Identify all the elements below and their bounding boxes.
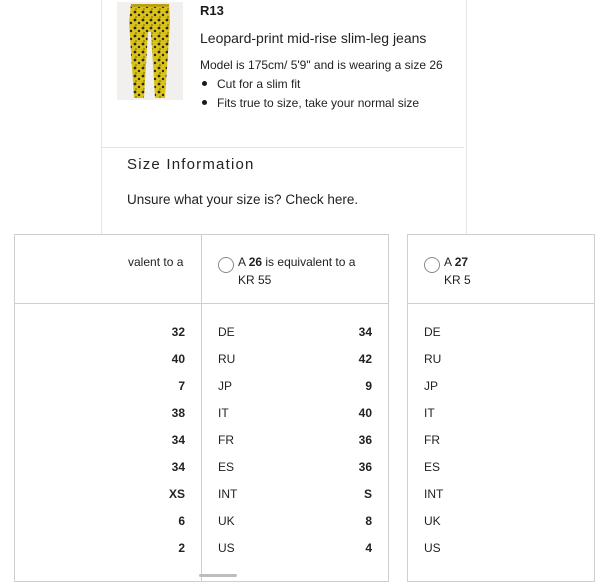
size-row-us	[202, 541, 388, 559]
brand-name[interactable]: R13	[200, 3, 224, 18]
radio-button-icon[interactable]	[424, 257, 440, 273]
size-row	[15, 460, 201, 478]
size-card-header[interactable]	[202, 235, 388, 304]
region-label: FR	[218, 433, 234, 447]
size-row	[408, 487, 594, 505]
size-value: 6	[178, 514, 185, 528]
size-row	[15, 514, 201, 532]
size-value: 4	[365, 541, 372, 555]
region-label: UK	[218, 514, 235, 528]
size-bullet	[200, 96, 419, 110]
horizontal-scrollbar[interactable]	[199, 574, 237, 577]
size-row-fr	[202, 433, 388, 451]
size-value: S	[363, 487, 372, 501]
size-row-jp	[202, 379, 388, 397]
region-label: DE	[218, 325, 235, 339]
size-row-uk	[202, 514, 388, 532]
size-row	[408, 379, 594, 397]
size-row	[408, 325, 594, 343]
size-value: 40	[358, 406, 372, 420]
equiv-prefix: A	[444, 255, 452, 269]
region-label: RU	[218, 352, 236, 366]
size-row	[408, 460, 594, 478]
kr-size: KR 5	[444, 273, 471, 287]
size-row	[408, 514, 594, 532]
size-value: 2	[178, 541, 185, 555]
fit-bullet	[200, 77, 300, 91]
radio-button-icon[interactable]	[218, 257, 234, 273]
size-value: 34	[358, 325, 372, 339]
size-value: 36	[358, 460, 372, 474]
size-row-it	[202, 406, 388, 424]
region-label: US	[218, 541, 235, 555]
size-row-de	[202, 325, 388, 343]
region-label: IT	[218, 406, 229, 420]
equivalence-text	[444, 253, 584, 289]
size-row	[408, 352, 594, 370]
model-note: Model is 175cm/ 5'9" and is wearing a size 26	[200, 58, 443, 72]
size-row	[15, 406, 201, 424]
size-value: 34	[171, 433, 185, 447]
region-label: ES	[424, 460, 441, 474]
bullet-icon	[202, 100, 207, 105]
region-label: DE	[424, 325, 441, 339]
selected-size: 27	[454, 255, 469, 269]
size-value: 36	[358, 433, 372, 447]
size-card-clip-right	[407, 0, 471, 580]
region-label: JP	[424, 379, 439, 393]
selected-size: 26	[248, 255, 263, 269]
size-card-clip-left	[127, 0, 201, 580]
size-value: XS	[168, 487, 185, 501]
region-label: RU	[424, 352, 442, 366]
size-row	[15, 325, 201, 343]
size-row-int	[202, 487, 388, 505]
equivalence-text: valent to a	[128, 255, 184, 269]
region-label: US	[424, 541, 441, 555]
region-label: ES	[218, 460, 235, 474]
size-check-link[interactable]: Unsure what your size is? Check here.	[127, 192, 359, 207]
size-row	[408, 433, 594, 451]
size-card-26[interactable]	[201, 234, 389, 582]
region-label: UK	[424, 514, 441, 528]
size-value: 38	[171, 406, 185, 420]
size-row-es	[202, 460, 388, 478]
size-card-header[interactable]	[408, 235, 594, 304]
size-row	[15, 352, 201, 370]
size-value: 8	[365, 514, 372, 528]
size-card[interactable]	[14, 234, 202, 582]
size-row	[15, 487, 201, 505]
region-label: JP	[218, 379, 233, 393]
size-row	[408, 406, 594, 424]
size-row	[15, 379, 201, 397]
size-value: 34	[171, 460, 185, 474]
size-value: 7	[178, 379, 185, 393]
size-value: 32	[171, 325, 185, 339]
size-row-ru	[202, 352, 388, 370]
region-label: FR	[424, 433, 440, 447]
kr-size: KR 55	[238, 273, 272, 287]
size-information-title: Size Information	[127, 156, 255, 173]
size-row	[15, 541, 201, 559]
product-name[interactable]: Leopard-print mid-rise slim-leg jeans	[200, 30, 427, 46]
equiv-prefix: A	[238, 255, 246, 269]
size-value: 40	[171, 352, 185, 366]
region-label: IT	[424, 406, 435, 420]
size-value: 42	[358, 352, 372, 366]
size-value: 9	[365, 379, 372, 393]
region-label: INT	[218, 487, 238, 501]
size-bullet-text: Fits true to size, take your normal size	[217, 96, 420, 110]
size-card-27[interactable]	[407, 234, 595, 582]
equivalence-text	[238, 253, 378, 289]
bullet-icon	[202, 81, 207, 86]
region-label: INT	[424, 487, 444, 501]
equiv-suffix: is equivalent to a	[265, 255, 356, 269]
size-row	[15, 433, 201, 451]
fit-bullet-text: Cut for a slim fit	[217, 77, 301, 91]
size-row	[408, 541, 594, 559]
size-card-header[interactable]	[15, 235, 201, 304]
